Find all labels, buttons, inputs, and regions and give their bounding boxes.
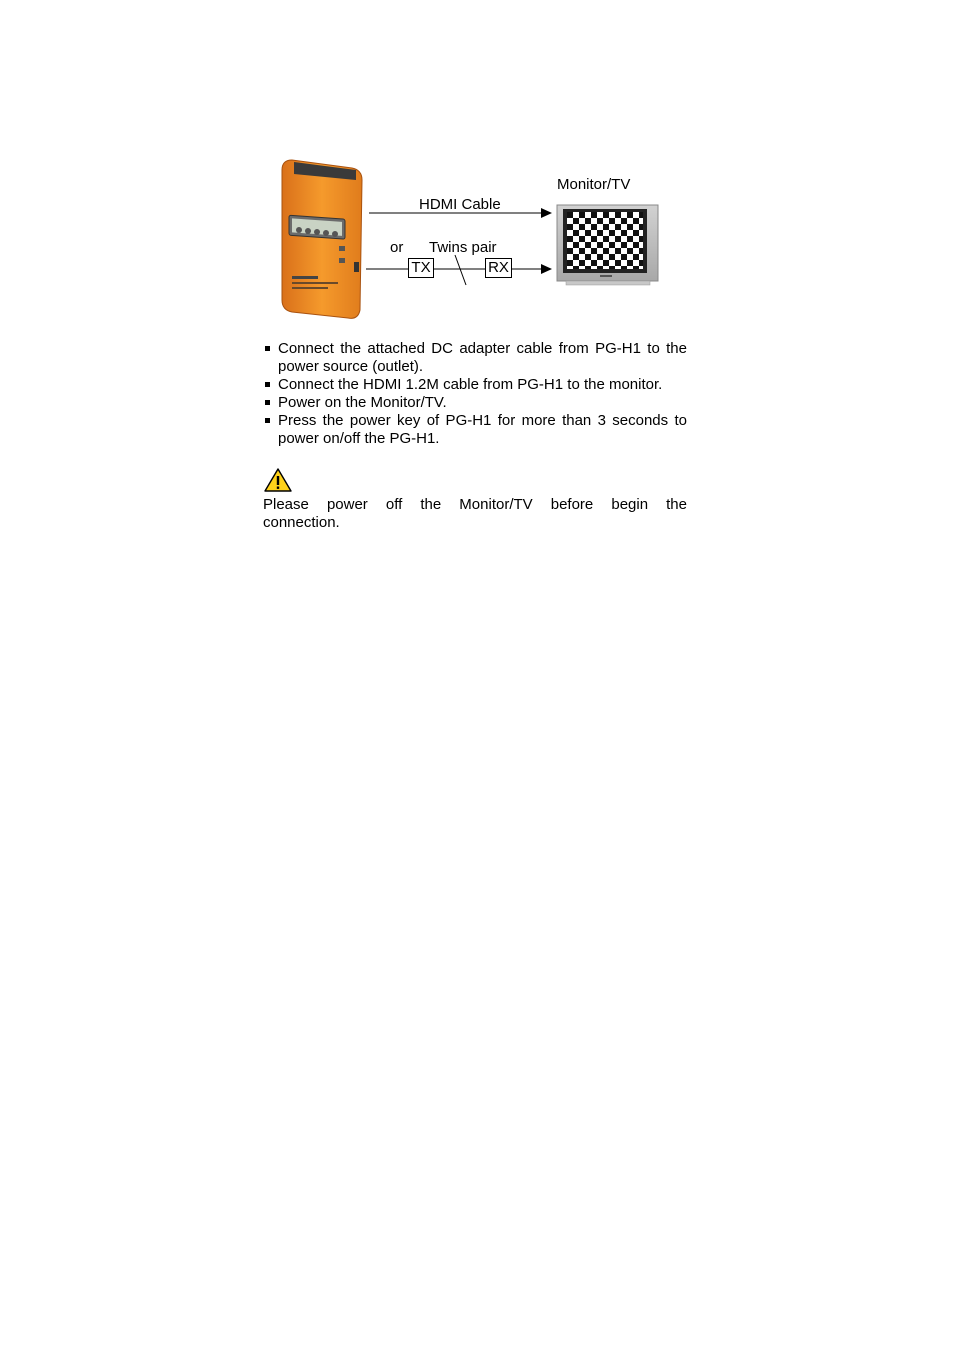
warning-line-1: Please power off the Monitor/TV before begin the [263, 496, 687, 513]
instruction-list [263, 340, 687, 448]
list-item: Connect the attached DC adapter cable from PG-H1 to the power source (outlet). [263, 340, 687, 376]
twins-pair-label: Twins pair [429, 239, 497, 256]
diagram-graphics [0, 0, 954, 330]
connection-diagram [0, 0, 954, 330]
warning-triangle-icon [264, 468, 292, 492]
or-label: or [390, 239, 404, 256]
hdmi-cable-label: HDMI Cable [419, 196, 501, 213]
rx-box: RX [485, 258, 512, 278]
setup-instructions [263, 340, 687, 448]
warning-message [263, 496, 687, 532]
list-item: Press the power key of PG-H1 for more than 3 seconds to power on/off the PG-H1. [263, 412, 687, 448]
warning-line-2: connection. [263, 514, 340, 531]
monitor-tv-image [557, 205, 658, 285]
list-item: Power on the Monitor/TV. [263, 394, 687, 412]
pg-h1-device-image [282, 160, 362, 318]
twins-pair-arrow [366, 255, 552, 285]
monitor-tv-label: Monitor/TV [557, 176, 631, 193]
tx-box: TX [408, 258, 434, 278]
list-item: Connect the HDMI 1.2M cable from PG-H1 to the monitor. [263, 376, 687, 394]
